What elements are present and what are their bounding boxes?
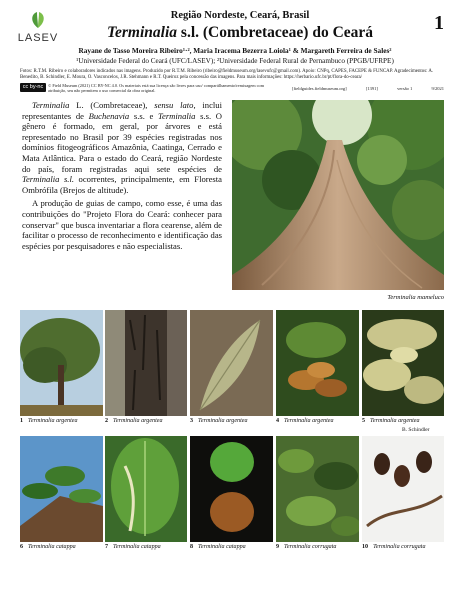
version: versão 1 — [397, 86, 413, 91]
leaf-icon — [28, 10, 48, 30]
photo-6 — [20, 436, 103, 542]
caption-number: 4 — [276, 418, 280, 424]
date: 9/2021 — [431, 86, 444, 91]
page-title — [70, 24, 410, 42]
text-run: , inclui representantes de — [22, 100, 222, 121]
photo-10 — [362, 436, 444, 542]
cc-license-badge: cc by-nc — [20, 83, 46, 92]
sensu-lato: sensu lato — [154, 100, 194, 110]
caption-species: Terminalia corrugata — [284, 544, 337, 550]
title-genus: Terminalia — [106, 24, 178, 41]
caption-number: 1 — [20, 418, 24, 424]
license-row — [20, 83, 444, 99]
caption-6 — [20, 544, 76, 550]
page-number: 1 — [434, 12, 444, 34]
caption-number: 8 — [190, 544, 194, 550]
caption-5 — [362, 418, 420, 424]
genus-terminalia-sl: Terminalia s.l. — [22, 174, 74, 185]
caption-number: 3 — [190, 418, 194, 424]
caption-number: 9 — [276, 544, 280, 550]
caption-species: Terminalia catappa — [28, 544, 76, 550]
logo-text: LASEV — [17, 32, 59, 44]
guide-meta — [292, 86, 444, 91]
genus-name: Terminalia — [32, 100, 70, 110]
photo-credit-5: B. Schindler — [402, 427, 430, 433]
caption-10 — [362, 544, 426, 550]
photo-9 — [276, 436, 359, 542]
photo-2 — [105, 310, 187, 416]
hero-caption: Terminalia mameluco — [387, 294, 444, 301]
photo-4 — [276, 310, 359, 416]
photo-1 — [20, 310, 103, 416]
caption-3 — [190, 418, 248, 424]
genus-terminalia: Terminalia — [158, 110, 196, 121]
caption-species: Terminalia argentea — [113, 418, 163, 424]
text-run: ocorrentes, principalmente, em Floresta Ombrófila (Brejos de altitude). — [22, 174, 222, 195]
license-text: © Field Museum (2021) CC BY-NC 4.0. Os materiais está sua licença são livres para uso/ compartilhamento/remixagem com atribuição, seu não permitem o uso comercial da obra original. — [48, 83, 265, 94]
intro-paragraph-2: A produção de guias de campo, como esse, é uma das contribuições do "Projeto Flora do Ceará: conhecer para conservar" que busca inventariar a flora cearense, além de facilitar o processo de reconhecimento e identificação das espécies por pesquisadores e não especialistas. — [22, 198, 222, 251]
affiliations: ¹Universidade Federal do Ceará (UFC/LASEV); ²Universidade Federal Rural de Pernambuco (PPGB/UFRPE) — [76, 57, 394, 65]
caption-species: Terminalia argentea — [198, 418, 248, 424]
caption-number: 2 — [105, 418, 109, 424]
caption-2 — [105, 418, 163, 424]
caption-species: Terminalia catappa — [113, 544, 161, 550]
guide-id: [1391] — [365, 86, 378, 91]
guides-url[interactable]: [fieldguides.fieldmuseum.org] — [292, 86, 347, 91]
caption-number: 10 — [362, 544, 369, 550]
text-run: L. (Combretaceae), — [69, 100, 155, 110]
photo-5 — [362, 310, 444, 416]
title-rest: s.l. (Combretaceae) do Ceará — [177, 24, 374, 41]
caption-8 — [190, 544, 246, 550]
hero-photo — [232, 100, 444, 290]
caption-4 — [276, 418, 334, 424]
authors: Rayane de Tasso Moreira Ribeiro¹·², Maria Iracema Bezerra Loiola¹ & Margareth Ferreira de Sales² — [78, 46, 392, 55]
photo-3 — [190, 310, 273, 416]
caption-number: 7 — [105, 544, 109, 550]
text-run: s.s. e — [129, 110, 159, 121]
caption-number: 5 — [362, 418, 366, 424]
caption-species: Terminalia argentea — [28, 418, 78, 424]
caption-9 — [276, 544, 336, 550]
credits: Fotos: R.T.M. Ribeiro e colaboradores indicados nas imagens. Produzido por R.T.M. Ribeiro (ribeiro@fieldmuseum.org/lasevufc@gmail.com). Apoio: CNPq, CAPES, FACEPE & FUNCAP. Agradecimentos: A. Benedito, B. Schindler, E. Moura, O. Vasconcelos, J.R. Stehmann e R.T. Queiroz pela concessão das imagens. Para mais informações: https://herbario.ufc.br/pt/flora-do-ceara/ — [20, 69, 434, 80]
photo-7 — [105, 436, 187, 542]
caption-species: Terminalia argentea — [284, 418, 334, 424]
caption-species: Terminalia corrugata — [373, 544, 426, 550]
genus-buchenavia: Buchenavia — [88, 110, 130, 121]
caption-species: Terminalia argentea — [370, 418, 420, 424]
caption-7 — [105, 544, 161, 550]
caption-species: Terminalia catappa — [198, 544, 246, 550]
region-heading: Região Nordeste, Ceará, Brasil — [170, 10, 310, 21]
text-run: s.s. O gênero é formado, em geral, por árvores e está representado no Brasil por 39 espécies registradas nos domínios fitogeográficos Amazônia, Caatinga, Cerrado e Mata Atlântica. Para o estado do Ceará, região Nordeste do país, foram registradas aqui sete espécies de — [22, 110, 222, 174]
intro-text — [22, 100, 222, 254]
caption-number: 6 — [20, 544, 24, 550]
photo-8 — [190, 436, 273, 542]
intro-paragraph-1 — [22, 100, 222, 195]
caption-1 — [20, 418, 78, 424]
